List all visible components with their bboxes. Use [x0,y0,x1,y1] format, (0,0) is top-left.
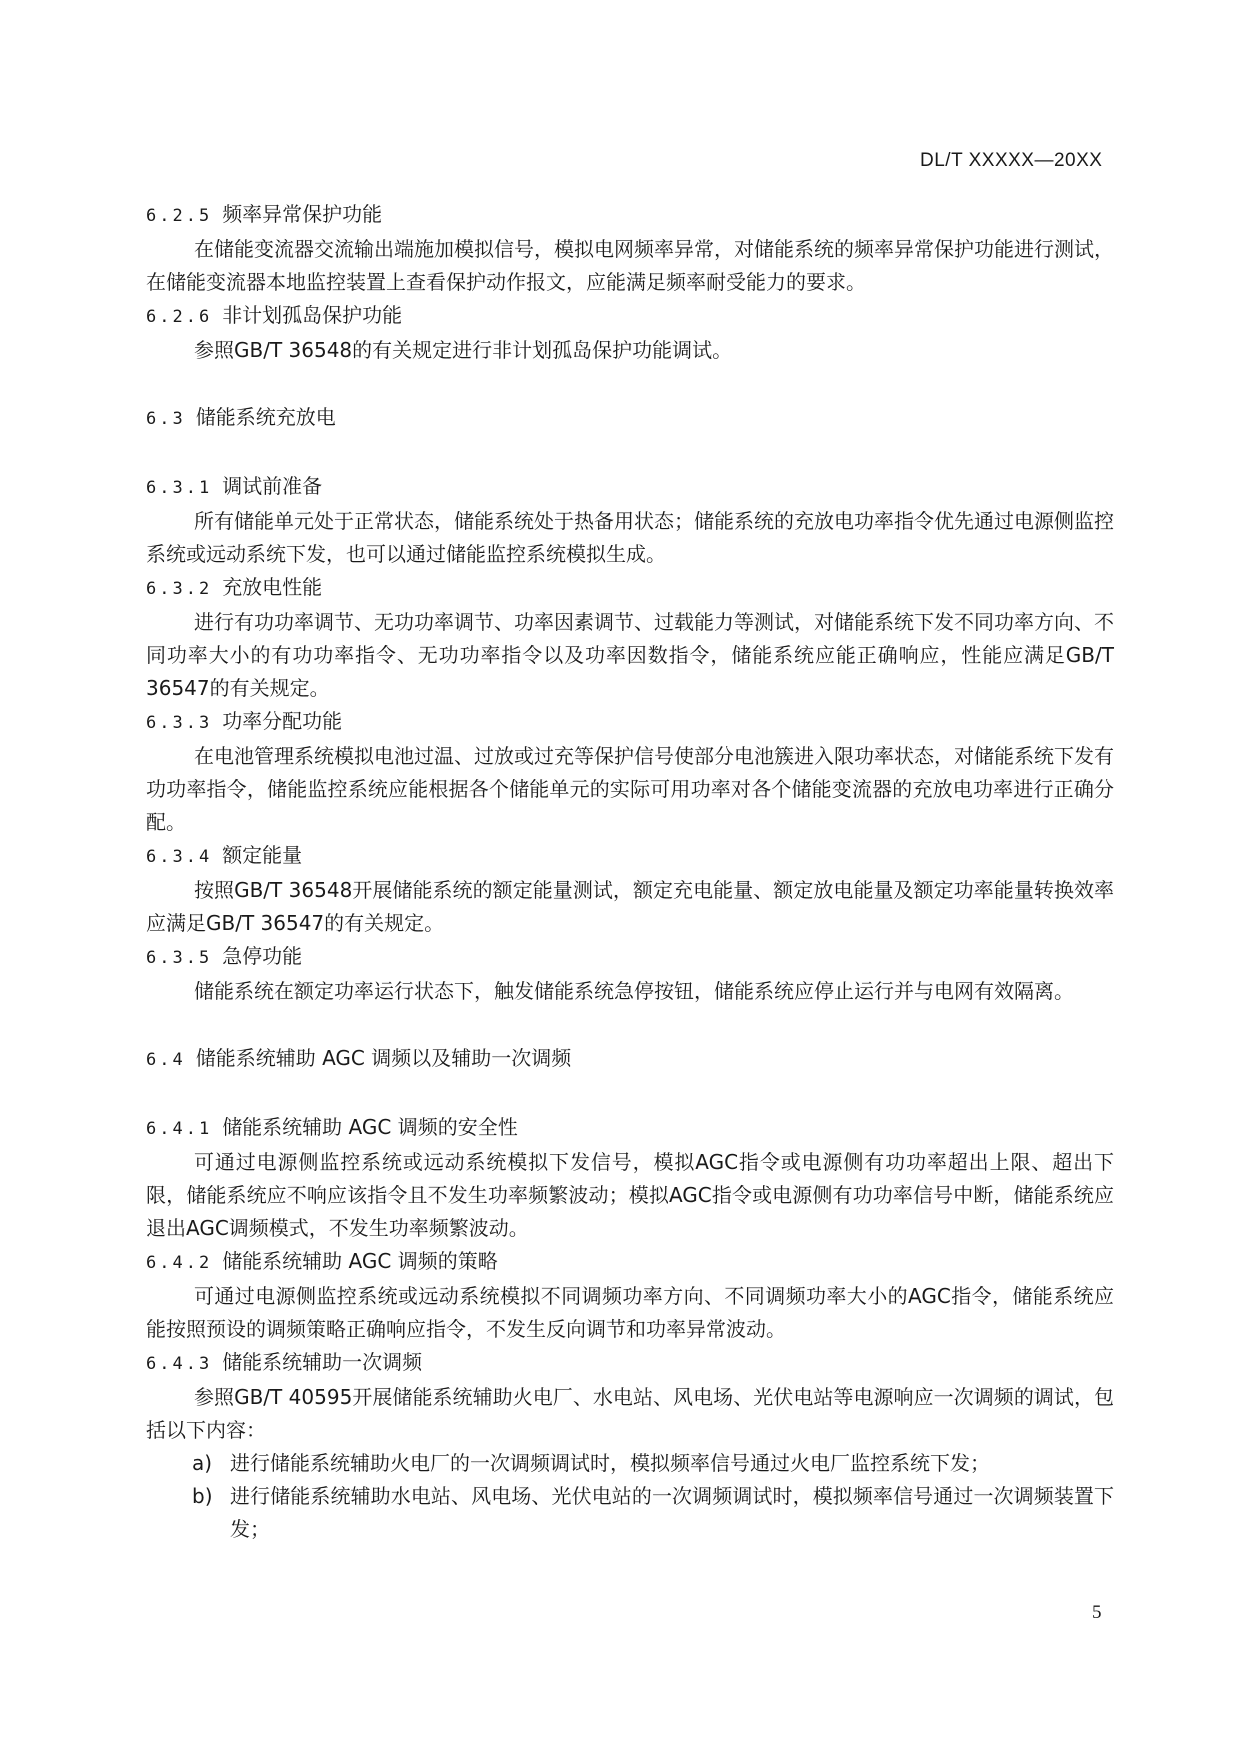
subsection-heading [146,299,1114,334]
subsection-heading [146,705,1114,740]
heading-number: 6.3.5 [146,948,213,968]
section-heading [146,1042,1114,1077]
paragraph: 储能系统在额定功率运行状态下，触发储能系统急停按钮，储能系统应停止运行并与电网有效隔离。 [194,979,1074,1003]
heading-number: 6.3.1 [146,478,213,498]
heading-title: 额定能量 [222,843,303,867]
subsection-heading [146,1346,1114,1381]
subsection-heading [146,1111,1114,1146]
page-content [146,198,1114,1546]
heading-title: 充放电性能 [222,575,323,599]
heading-title: 功率分配功能 [222,709,343,733]
paragraph: 在储能变流器交流输出端施加模拟信号，模拟电网频率异常，对储能系统的频率异常保护功能进行测试，在储能变流器本地监控装置上查看保护动作报文，应能满足频率耐受能力的要求。 [146,237,1114,294]
subsection-heading [146,940,1114,975]
heading-title: 储能系统充放电 [195,405,336,429]
heading-number: 6.3 [146,409,186,429]
heading-title: 储能系统辅助一次调频 [222,1350,423,1374]
heading-number: 6.3.4 [146,847,213,867]
heading-number: 6.2.6 [146,307,213,327]
list-marker: a) [192,1451,213,1475]
heading-title: 调试前准备 [222,474,323,498]
list-text: 进行储能系统辅助火电厂的一次调频调试时，模拟频率信号通过火电厂监控系统下发； [230,1451,990,1475]
heading-number: 6.2.5 [146,206,213,226]
paragraph: 进行有功功率调节、无功功率调节、功率因素调节、过载能力等测试，对储能系统下发不同功率方向、不同功率大小的有功功率指令、无功功率指令以及功率因数指令，储能系统应能正确响应，性能应满足GB/T 36547的有关规定。 [146,610,1114,700]
heading-title: 频率异常保护功能 [222,202,383,226]
heading-number: 6.4 [146,1050,186,1070]
subsection-heading [146,839,1114,874]
heading-number: 6.4.2 [146,1253,213,1273]
subsection-heading [146,571,1114,606]
paragraph: 可通过电源侧监控系统或远动系统模拟下发信号，模拟AGC指令或电源侧有功功率超出上限、超出下限，储能系统应不响应该指令且不发生功率频繁波动；模拟AGC指令或电源侧有功功率信号中断，储能系统应退出AGC调频模式，不发生功率频繁波动。 [146,1150,1114,1240]
page-number: 5 [1092,1602,1102,1623]
heading-number: 6.4.1 [146,1119,213,1139]
list-item [146,1447,1114,1480]
heading-number: 6.3.2 [146,579,213,599]
heading-title: 储能系统辅助 AGC 调频以及辅助一次调频 [195,1046,572,1070]
paragraph: 可通过电源侧监控系统或远动系统模拟不同调频功率方向、不同调频功率大小的AGC指令，储能系统应能按照预设的调频策略正确响应指令，不发生反向调节和功率异常波动。 [146,1284,1114,1341]
paragraph: 按照GB/T 36548开展储能系统的额定能量测试，额定充电能量、额定放电能量及额定功率能量转换效率应满足GB/T 36547的有关规定。 [146,878,1114,935]
heading-title: 储能系统辅助 AGC 调频的策略 [222,1249,498,1273]
document-code: DL/T XXXXX—20XX [920,150,1103,171]
paragraph: 在电池管理系统模拟电池过温、过放或过充等保护信号使部分电池簇进入限功率状态，对储能系统下发有功功率指令，储能监控系统应能根据各个储能单元的实际可用功率对各个储能变流器的充放电功率进行正确分配。 [146,744,1114,834]
subsection-heading [146,198,1114,233]
heading-title: 储能系统辅助 AGC 调频的安全性 [222,1115,518,1139]
section-heading [146,401,1114,436]
paragraph: 参照GB/T 36548的有关规定进行非计划孤岛保护功能调试。 [194,338,733,362]
list-item [146,1480,1114,1546]
heading-title: 急停功能 [222,944,303,968]
heading-title: 非计划孤岛保护功能 [222,303,403,327]
heading-number: 6.3.3 [146,713,213,733]
paragraph: 参照GB/T 40595开展储能系统辅助火电厂、水电站、风电场、光伏电站等电源响应一次调频的调试，包括以下内容： [146,1385,1114,1442]
list-text: 进行储能系统辅助水电站、风电场、光伏电站的一次调频调试时，模拟频率信号通过一次调频装置下发； [230,1484,1114,1541]
subsection-heading [146,1245,1114,1280]
heading-number: 6.4.3 [146,1354,213,1374]
paragraph: 所有储能单元处于正常状态，储能系统处于热备用状态；储能系统的充放电功率指令优先通过电源侧监控系统或远动系统下发，也可以通过储能监控系统模拟生成。 [146,509,1114,566]
list-marker: b) [192,1484,213,1508]
subsection-heading [146,470,1114,505]
